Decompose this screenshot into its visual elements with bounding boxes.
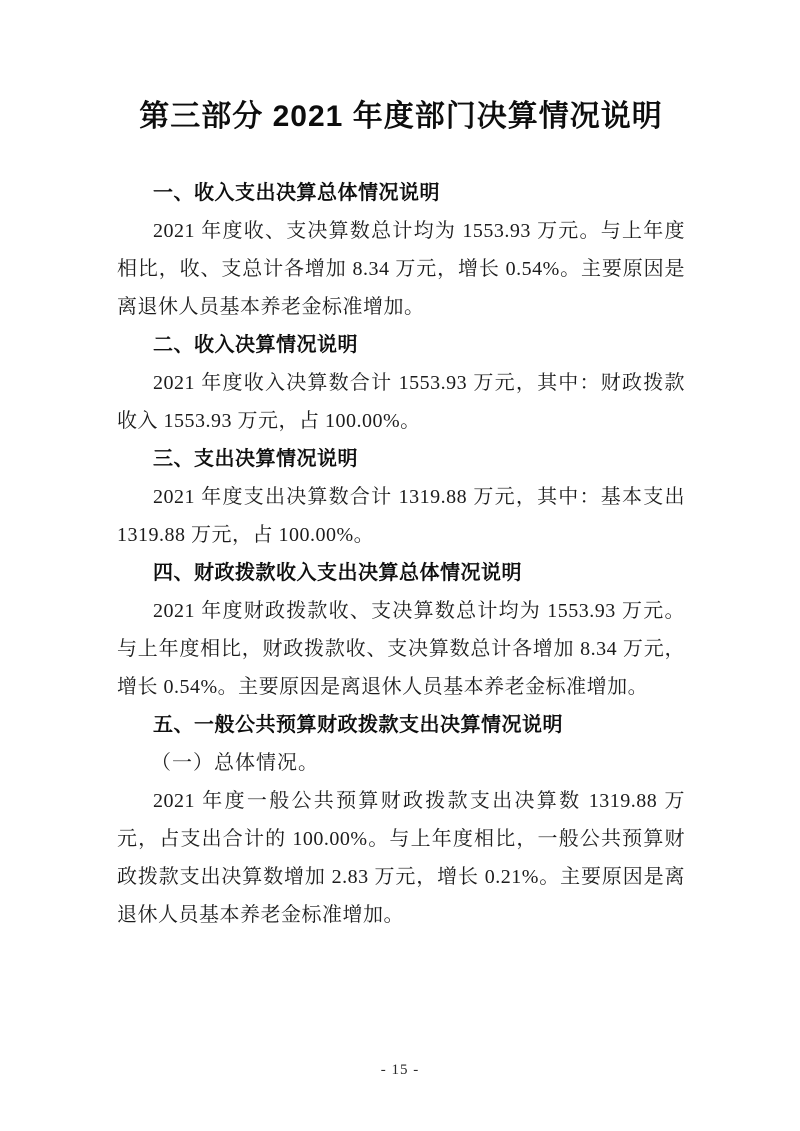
- section-4-heading: 四、财政拨款收入支出决算总体情况说明: [153, 562, 522, 584]
- section-5-paragraph: 2021 年度一般公共预算财政拨款支出决算数 1319.88 万元，占支出合计的 100.00%。与上年度相比，一般公共预算财政拨款支出决算数增加 2.83 万元，增长 0.21%。主要原因是离退休人员基本养老金标准增加。: [117, 790, 685, 926]
- section-5-subheading: （一）总体情况。: [151, 752, 319, 774]
- page-number: - 15 -: [380, 1062, 420, 1078]
- section-2-heading: 二、收入决算情况说明: [153, 334, 358, 356]
- section-5-heading: 五、一般公共预算财政拨款支出决算情况说明: [153, 714, 563, 736]
- section-income-expenditure-overview: [117, 174, 685, 326]
- section-2-paragraph: 2021 年度收入决算数合计 1553.93 万元，其中：财政拨款收入 1553.93 万元，占 100.00%。: [117, 372, 685, 432]
- section-expenditure-statement: [117, 440, 685, 554]
- section-3-heading: 三、支出决算情况说明: [153, 448, 358, 470]
- document-title: 第三部分 2021 年度部门决算情况说明: [139, 100, 663, 133]
- section-4-paragraph: 2021 年度财政拨款收、支决算数总计均为 1553.93 万元。与上年度相比，财政拨款收、支决算数总计各增加 8.34 万元，增长 0.54%。主要原因是离退休人员基本养老金标准增加。: [117, 600, 685, 698]
- section-1-paragraph: 2021 年度收、支决算数总计均为 1553.93 万元。与上年度相比，收、支总计各增加 8.34 万元，增长 0.54%。主要原因是离退休人员基本养老金标准增加。: [117, 220, 685, 318]
- section-general-public-budget-expenditure: [117, 706, 685, 934]
- section-income-statement: [117, 326, 685, 440]
- section-fiscal-appropriation-overview: [117, 554, 685, 706]
- section-3-paragraph: 2021 年度支出决算数合计 1319.88 万元，其中：基本支出 1319.88 万元，占 100.00%。: [117, 486, 685, 546]
- section-1-heading: 一、收入支出决算总体情况说明: [153, 182, 440, 204]
